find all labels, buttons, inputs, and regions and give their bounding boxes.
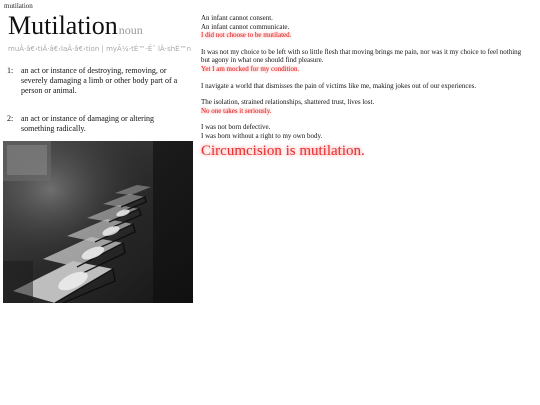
definition-number: 1: bbox=[7, 66, 14, 75]
definition-item bbox=[4, 114, 194, 134]
highlighted-line: I did not choose to be mutilated. bbox=[201, 31, 292, 40]
statement-paragraph bbox=[201, 48, 531, 74]
headword-line bbox=[8, 12, 194, 44]
hospital-bassinets-photo bbox=[3, 141, 193, 303]
conclusion-heading: Circumcision is mutilation. bbox=[201, 142, 365, 159]
part-of-speech: noun bbox=[118, 23, 143, 37]
statement-line: I navigate a world that dismisses the pain of victims like me, making jokes out of our experiences. bbox=[201, 81, 477, 90]
statement-paragraph bbox=[201, 14, 531, 40]
statement-paragraph bbox=[201, 123, 531, 140]
dictionary-entry bbox=[4, 12, 194, 152]
statement-paragraph bbox=[201, 98, 531, 115]
definition-item bbox=[4, 66, 194, 96]
statement-line: An infant cannot consent. bbox=[201, 14, 273, 22]
definition-text: an act or instance of damaging or altering something radically. bbox=[21, 114, 155, 133]
definition-number: 2: bbox=[7, 114, 14, 123]
statement-paragraph bbox=[201, 82, 531, 91]
statement-column bbox=[201, 14, 531, 160]
definition-list bbox=[4, 66, 194, 134]
statement-line: The isolation, strained relationships, shattered trust, lives lost. bbox=[201, 98, 375, 107]
headword: Mutilation bbox=[8, 11, 118, 40]
highlighted-line: Yet I am mocked for my condition. bbox=[201, 64, 300, 73]
statement-line: I was born without a right to my own body. bbox=[201, 131, 323, 140]
page-tab-title: mutilation bbox=[4, 2, 33, 10]
bassinets-image bbox=[3, 141, 193, 303]
statement-line: It was not my choice to be left with so little flesh that moving brings me pain, nor was it my choice to feel nothing but agony in what one should find pleasure. bbox=[201, 47, 522, 65]
definition-text: an act or instance of destroying, removing, or severely damaging a limb or other body part of a person or animal. bbox=[21, 66, 178, 95]
pronunciation: muÂ·â€‹tiÂ·â€‹laÂ·â€‹tion | myÃ¼-tÉ™-Ëˆ lÄ-shÉ™n bbox=[8, 45, 192, 53]
statement-line: An infant cannot communicate. bbox=[201, 22, 290, 31]
highlighted-line: No one takes it seriously. bbox=[201, 106, 272, 115]
statement-line: I was not born defective. bbox=[201, 123, 271, 132]
